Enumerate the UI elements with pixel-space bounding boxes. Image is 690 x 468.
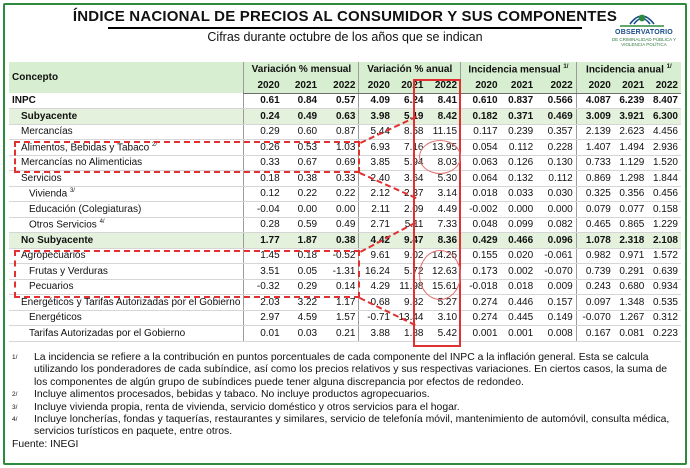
table-cell: 3.85 xyxy=(359,155,393,171)
title-underline xyxy=(108,27,582,29)
table-cell: 2.318 xyxy=(614,233,648,249)
table-cell: 0.030 xyxy=(536,186,576,202)
table-row xyxy=(9,217,681,233)
table-cell: 0.24 xyxy=(244,109,283,125)
table-cell: 3.10 xyxy=(427,310,461,326)
table-cell: 1.17 xyxy=(320,295,359,311)
table-cell: 2.12 xyxy=(359,186,393,202)
table-cell: 8.407 xyxy=(647,93,681,109)
table-cell: 0.61 xyxy=(244,93,283,109)
logo-subtitle: DE CRIMINALIDAD PÚBLICA Y VIOLENCIA POLÍTICA xyxy=(611,37,677,47)
table-cell: 0.173 xyxy=(461,264,501,280)
row-label: Frutas y Verduras xyxy=(9,264,244,280)
table-cell: 5.94 xyxy=(393,155,427,171)
row-label: Mercancías xyxy=(9,124,244,140)
table-cell: 0.000 xyxy=(536,202,576,218)
table-cell: 1.844 xyxy=(647,171,681,187)
table-row xyxy=(9,93,681,109)
group-header-inc-anual: Incidencia anual $^{1/}$ xyxy=(576,62,681,78)
table-cell: 0.158 xyxy=(647,202,681,218)
table-cell: 1.267 xyxy=(614,310,648,326)
table-cell: -0.32 xyxy=(244,279,283,295)
table-cell: 0.155 xyxy=(461,248,501,264)
source-note: Fuente: INEGI xyxy=(12,438,79,450)
table-cell: 4.42 xyxy=(359,233,393,249)
table-cell: 0.020 xyxy=(501,248,537,264)
table-cell: 3.51 xyxy=(244,264,283,280)
table-cell: 1.57 xyxy=(320,310,359,326)
table-cell: -0.002 xyxy=(461,202,501,218)
table-cell: 0.465 xyxy=(576,217,614,233)
table-cell: 0.865 xyxy=(614,217,648,233)
table-cell: 0.33 xyxy=(244,155,283,171)
table-cell: 0.126 xyxy=(501,155,537,171)
footnote-2: 2/ Incluye alimentos procesados, bebidas y tabaco. No incluye productos agropecuarios. xyxy=(12,389,430,401)
footnote-4: 4/ Incluye loncherías, fondas y taquerías, restaurantes y similares, servicio de telefonía móvil, mantenimiento de automóvil, consulta médica, servicios turísticos en paquete, entre otros. xyxy=(12,414,670,438)
table-cell: 0.112 xyxy=(501,140,537,156)
table-cell: 0.18 xyxy=(283,248,320,264)
table-cell: 0.009 xyxy=(536,279,576,295)
table-cell: 4.59 xyxy=(283,310,320,326)
year-header-9: 2020 xyxy=(576,78,614,94)
table-cell: 0.357 xyxy=(536,124,576,140)
table-cell: 5.19 xyxy=(393,109,427,125)
table-cell: 0.097 xyxy=(576,295,614,311)
table-cell: 3.64 xyxy=(393,171,427,187)
circle-mercancias-values xyxy=(419,140,461,174)
table-cell: 15.61 xyxy=(427,279,461,295)
table-cell: 0.239 xyxy=(501,124,537,140)
table-cell: 0.739 xyxy=(576,264,614,280)
table-cell: 1.03 xyxy=(320,140,359,156)
table-cell: 0.03 xyxy=(283,326,320,342)
table-cell: 3.921 xyxy=(614,109,648,125)
table-cell: 16.24 xyxy=(359,264,393,280)
table-cell: -0.070 xyxy=(576,310,614,326)
table-cell: 8.42 xyxy=(427,109,461,125)
table-cell: 0.182 xyxy=(461,109,501,125)
year-header-6: 2020 xyxy=(461,78,501,94)
table-cell: 8.41 xyxy=(427,93,461,109)
table-cell: -0.018 xyxy=(461,279,501,295)
table-row xyxy=(9,310,681,326)
table-cell: 0.05 xyxy=(283,264,320,280)
table-cell: 4.09 xyxy=(359,93,393,109)
table-cell: 9.61 xyxy=(359,248,393,264)
table-cell: 5.42 xyxy=(427,326,461,342)
table-cell: 5.11 xyxy=(393,217,427,233)
table-cell: 0.21 xyxy=(320,326,359,342)
table-cell: 0.610 xyxy=(461,93,501,109)
table-cell: 9.82 xyxy=(393,295,427,311)
table-cell: 1.88 xyxy=(393,326,427,342)
table-cell: 1.45 xyxy=(244,248,283,264)
table-cell: 1.229 xyxy=(647,217,681,233)
table-cell: 0.60 xyxy=(283,124,320,140)
table-cell: 0.112 xyxy=(536,171,576,187)
table-cell: 0.001 xyxy=(501,326,537,342)
concept-header: Concepto xyxy=(9,62,244,93)
table-cell: 1.520 xyxy=(647,155,681,171)
table-cell: 3.22 xyxy=(283,295,320,311)
year-header-2: 2022 xyxy=(320,78,359,94)
table-cell: 0.869 xyxy=(576,171,614,187)
table-cell: 0.69 xyxy=(320,155,359,171)
table-cell: 0.054 xyxy=(461,140,501,156)
table-cell: 2.623 xyxy=(614,124,648,140)
row-label: Subyacente xyxy=(9,109,244,125)
table-cell: 1.77 xyxy=(244,233,283,249)
highlight-2022-anual-box xyxy=(413,79,461,347)
table-cell: 0.00 xyxy=(283,202,320,218)
row-label: Energéticos xyxy=(9,310,244,326)
table-cell: 6.300 xyxy=(647,109,681,125)
table-cell: -0.52 xyxy=(320,248,359,264)
table-cell: 0.53 xyxy=(283,140,320,156)
table-cell: 0.639 xyxy=(647,264,681,280)
table-row xyxy=(9,186,681,202)
table-cell: 0.082 xyxy=(536,217,576,233)
table-cell: 5.27 xyxy=(427,295,461,311)
table-cell: 1.572 xyxy=(647,248,681,264)
table-cell: 0.12 xyxy=(244,186,283,202)
table-cell: 12.63 xyxy=(427,264,461,280)
table-cell: 6.93 xyxy=(359,140,393,156)
table-cell: 0.680 xyxy=(614,279,648,295)
table-cell: 0.29 xyxy=(283,279,320,295)
table-cell: 0.223 xyxy=(647,326,681,342)
table-cell: 2.37 xyxy=(393,186,427,202)
table-cell: 0.456 xyxy=(647,186,681,202)
table-row xyxy=(9,326,681,342)
table-cell: 11.98 xyxy=(393,279,427,295)
table-cell: 0.099 xyxy=(501,217,537,233)
row-label: Pecuarios xyxy=(9,279,244,295)
table-cell: 0.077 xyxy=(614,202,648,218)
table-cell: 0.149 xyxy=(536,310,576,326)
table-cell: 0.469 xyxy=(536,109,576,125)
table-cell: 0.18 xyxy=(244,171,283,187)
circle-agropecuarios-values xyxy=(419,250,461,300)
table-cell: 2.03 xyxy=(244,295,283,311)
table-cell: 8.03 xyxy=(427,155,461,171)
table-cell: 0.445 xyxy=(501,310,537,326)
table-cell: 8.58 xyxy=(393,124,427,140)
table-group-header xyxy=(9,62,681,78)
table-cell: -0.061 xyxy=(536,248,576,264)
year-header-11: 2022 xyxy=(647,78,681,94)
row-label: Alimentos, Bebidas y Tabaco $^{2/}$ xyxy=(9,140,244,156)
highlight-mercancias-box xyxy=(14,141,360,173)
table-cell: 0.018 xyxy=(501,279,537,295)
group-header-var-mensual: Variación % mensual xyxy=(244,62,359,78)
table-row xyxy=(9,109,681,125)
table-cell: 5.30 xyxy=(427,171,461,187)
table-cell: 0.048 xyxy=(461,217,501,233)
table-cell: 0.081 xyxy=(614,326,648,342)
table-cell: 0.117 xyxy=(461,124,501,140)
table-cell: 4.29 xyxy=(359,279,393,295)
year-header-1: 2021 xyxy=(283,78,320,94)
table-cell: -1.31 xyxy=(320,264,359,280)
table-cell: 9.02 xyxy=(393,248,427,264)
table-cell: 0.243 xyxy=(576,279,614,295)
table-cell: 0.29 xyxy=(244,124,283,140)
table-cell: 14.25 xyxy=(427,248,461,264)
table-cell: 0.22 xyxy=(283,186,320,202)
table-cell: 6.239 xyxy=(614,93,648,109)
table-cell: 0.26 xyxy=(244,140,283,156)
table-cell: 13.44 xyxy=(393,310,427,326)
table-cell: 1.87 xyxy=(283,233,320,249)
table-cell: 5.72 xyxy=(393,264,427,280)
group-header-var-anual: Variación % anual xyxy=(359,62,461,78)
table-cell: 2.11 xyxy=(359,202,393,218)
table-cell: 0.008 xyxy=(536,326,576,342)
table-cell: 0.446 xyxy=(501,295,537,311)
table-row xyxy=(9,124,681,140)
row-label: Servicios xyxy=(9,171,244,187)
year-header-8: 2022 xyxy=(536,78,576,94)
table-cell: 0.096 xyxy=(536,233,576,249)
row-label: Mercancías no Alimenticias xyxy=(9,155,244,171)
table-cell: 0.033 xyxy=(501,186,537,202)
row-label: Energéticos y Tarifas Autorizadas por el Gobierno xyxy=(9,295,244,311)
table-cell: 4.456 xyxy=(647,124,681,140)
table-cell: 0.00 xyxy=(320,202,359,218)
table-cell: 8.36 xyxy=(427,233,461,249)
table-cell: 9.47 xyxy=(393,233,427,249)
year-header-10: 2021 xyxy=(614,78,648,94)
table-cell: 0.87 xyxy=(320,124,359,140)
year-header-3: 2020 xyxy=(359,78,393,94)
table-cell: 11.15 xyxy=(427,124,461,140)
table-cell: 0.68 xyxy=(359,295,393,311)
row-label: Tarifas Autorizadas por el Gobierno xyxy=(9,326,244,342)
table-cell: 2.09 xyxy=(393,202,427,218)
table-cell: 3.88 xyxy=(359,326,393,342)
table-cell: 0.28 xyxy=(244,217,283,233)
table-cell: 0.325 xyxy=(576,186,614,202)
table-cell: 0.33 xyxy=(320,171,359,187)
table-cell: 0.535 xyxy=(647,295,681,311)
table-cell: 1.494 xyxy=(614,140,648,156)
row-label: Otros Servicios $^{4/}$ xyxy=(9,217,244,233)
row-label: Agropecuarios xyxy=(9,248,244,264)
table-cell: 0.14 xyxy=(320,279,359,295)
page-subtitle: Cifras durante octubre de los años que se indican xyxy=(207,30,483,44)
table-cell: 0.982 xyxy=(576,248,614,264)
table-cell: 4.49 xyxy=(427,202,461,218)
table-cell: 0.837 xyxy=(501,93,537,109)
table-cell: 0.002 xyxy=(501,264,537,280)
footnotes xyxy=(12,352,680,451)
table-cell: 1.129 xyxy=(614,155,648,171)
table-cell: 3.009 xyxy=(576,109,614,125)
logo-title: OBSERVATORIO xyxy=(615,29,673,36)
highlight-agropecuarios-box xyxy=(14,250,360,298)
table-cell: 0.018 xyxy=(461,186,501,202)
footnote-3: 3/ Incluye vivienda propia, renta de vivienda, servicio doméstico y otros servicios para el hogar. xyxy=(12,401,460,413)
table-cell: 0.228 xyxy=(536,140,576,156)
table-cell: 0.38 xyxy=(283,171,320,187)
table-cell: 0.67 xyxy=(283,155,320,171)
year-header-5: 2022 xyxy=(427,78,461,94)
table-cell: 0.312 xyxy=(647,310,681,326)
table-cell: 0.064 xyxy=(461,171,501,187)
table-cell: 5.44 xyxy=(359,124,393,140)
table-cell: 0.733 xyxy=(576,155,614,171)
table-cell: -0.71 xyxy=(359,310,393,326)
table-cell: 0.291 xyxy=(614,264,648,280)
table-row xyxy=(9,202,681,218)
table-cell: 0.84 xyxy=(283,93,320,109)
table-cell: 1.298 xyxy=(614,171,648,187)
year-header-7: 2021 xyxy=(501,78,537,94)
table-cell: 13.95 xyxy=(427,140,461,156)
table-cell: 7.16 xyxy=(393,140,427,156)
table-cell: 0.000 xyxy=(501,202,537,218)
table-cell: 0.274 xyxy=(461,295,501,311)
table-cell: 0.063 xyxy=(461,155,501,171)
table-cell: 0.167 xyxy=(576,326,614,342)
table-cell: 1.348 xyxy=(614,295,648,311)
table-cell: 2.108 xyxy=(647,233,681,249)
table-cell: 0.132 xyxy=(501,171,537,187)
table-cell: 0.371 xyxy=(501,109,537,125)
table-cell: 0.22 xyxy=(320,186,359,202)
table-cell: -0.070 xyxy=(536,264,576,280)
table-cell: 4.087 xyxy=(576,93,614,109)
row-label: Educación (Colegiaturas) xyxy=(9,202,244,218)
table-cell: 3.98 xyxy=(359,109,393,125)
table-cell: 1.407 xyxy=(576,140,614,156)
table-cell: -0.04 xyxy=(244,202,283,218)
table-cell: 2.71 xyxy=(359,217,393,233)
footnote-1: 1/ La incidencia se refiere a la contribución en puntos porcentuales de cada componente del INPC a la inflación general. Esta se calcula utilizando los ponderadores de cada subíndice, así como los precios relativos y sus respectivas variaciones. En ciertos casos, la suma de los componentes de algún grupo de subíndices puede tener alguna discrepancia por efectos de redondeo. xyxy=(12,352,667,388)
table-cell: 0.49 xyxy=(320,217,359,233)
table-cell: 0.59 xyxy=(283,217,320,233)
table-cell: 0.566 xyxy=(536,93,576,109)
table-cell: 0.157 xyxy=(536,295,576,311)
table-cell: 0.63 xyxy=(320,109,359,125)
table-cell: 0.356 xyxy=(614,186,648,202)
year-header-0: 2020 xyxy=(244,78,283,94)
table-cell: 2.139 xyxy=(576,124,614,140)
table-cell: 0.130 xyxy=(536,155,576,171)
row-label: INPC xyxy=(9,93,244,109)
inpc-table xyxy=(9,62,681,342)
table-cell: 0.57 xyxy=(320,93,359,109)
group-header-inc-mensual: Incidencia mensual $^{1/}$ xyxy=(461,62,577,78)
table-cell: 0.01 xyxy=(244,326,283,342)
table-cell: 0.934 xyxy=(647,279,681,295)
table-cell: 0.971 xyxy=(614,248,648,264)
row-label: Vivienda $^{3/}$ xyxy=(9,186,244,202)
table-cell: 0.49 xyxy=(283,109,320,125)
table-cell: 2.40 xyxy=(359,171,393,187)
table-cell: 2.97 xyxy=(244,310,283,326)
row-label: No Subyacente xyxy=(9,233,244,249)
table-cell: 7.33 xyxy=(427,217,461,233)
table-cell: 0.429 xyxy=(461,233,501,249)
table-row xyxy=(9,233,681,249)
table-cell: 0.001 xyxy=(461,326,501,342)
table-cell: 0.38 xyxy=(320,233,359,249)
table-cell: 0.079 xyxy=(576,202,614,218)
page-title: ÍNDICE NACIONAL DE PRECIOS AL CONSUMIDOR Y SUS COMPONENTES xyxy=(72,8,618,25)
table-cell: 2.936 xyxy=(647,140,681,156)
table-cell: 3.14 xyxy=(427,186,461,202)
table-cell: 6.24 xyxy=(393,93,427,109)
table-cell: 0.466 xyxy=(501,233,537,249)
table-cell: 1.078 xyxy=(576,233,614,249)
year-header-4: 2021 xyxy=(393,78,427,94)
table-cell: 0.274 xyxy=(461,310,501,326)
